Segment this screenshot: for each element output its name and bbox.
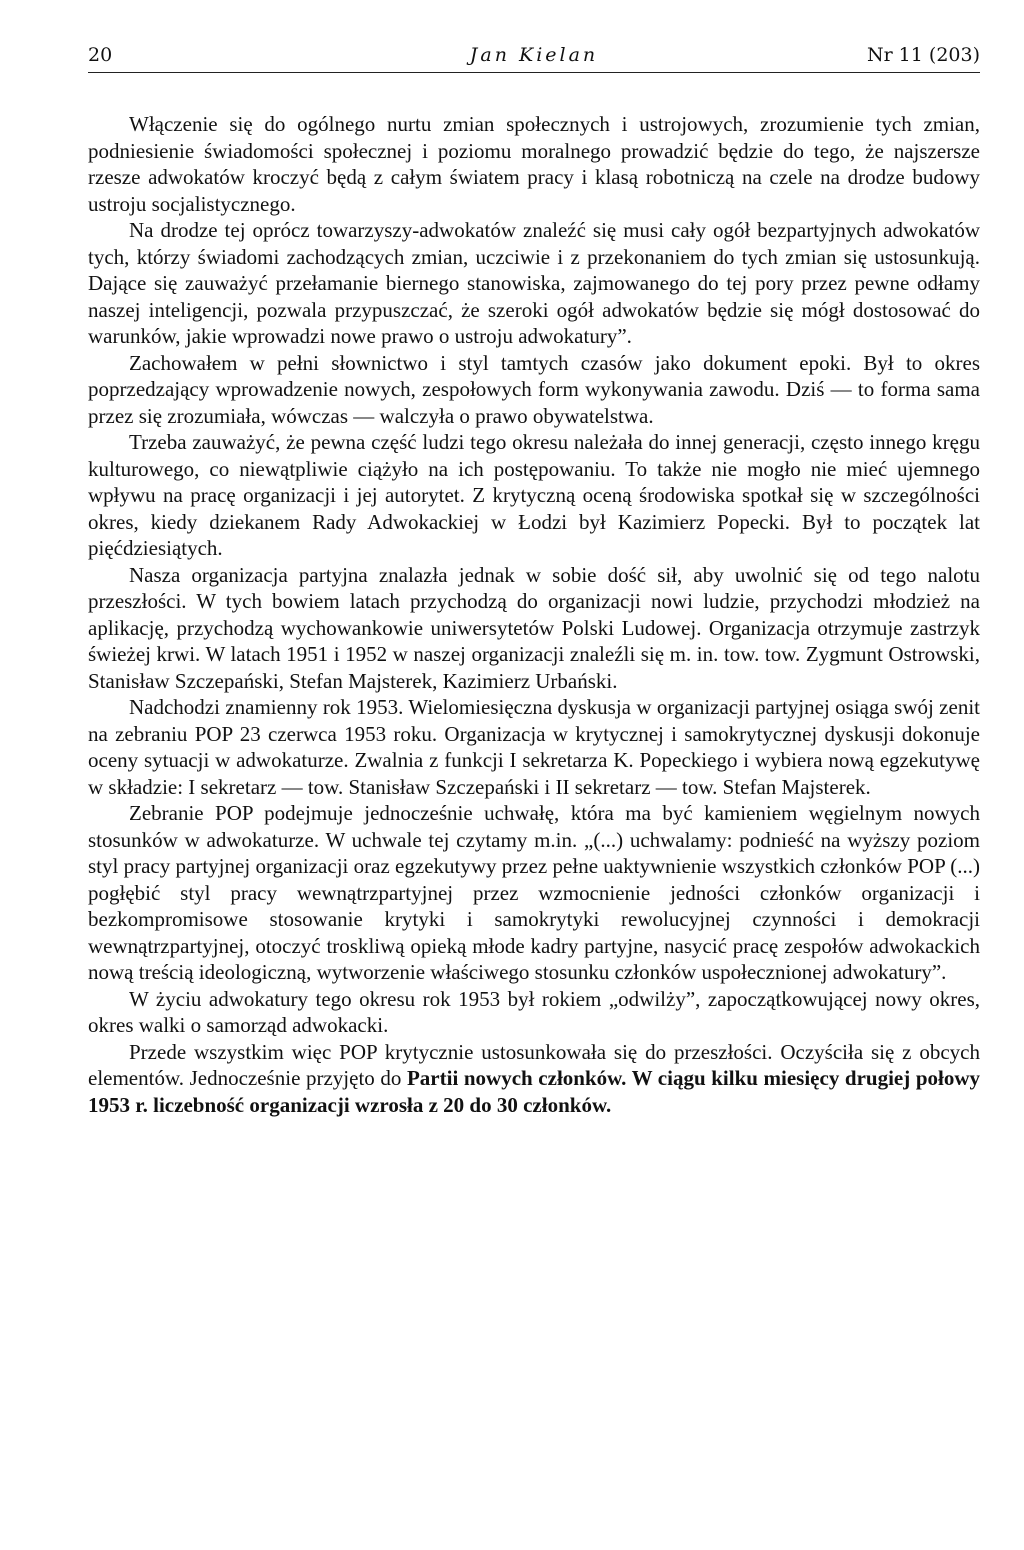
paragraph: W życiu adwokatury tego okresu rok 1953 był rokiem „odwilży”, zapoczątkowującej nowy okres, okres walki o samorząd adwokacki. <box>88 986 980 1037</box>
paragraph-final <box>88 1039 980 1119</box>
paragraph: Zachowałem w pełni słownictwo i styl tamtych czasów jako dokument epoki. Był to okres poprzedzający wprowadzenie nowych, zespołowych form wykonywania zawodu. Dziś — to forma sama przez się zrozumiała, wówczas — walczyła o prawo obywatelstwa. <box>88 350 980 428</box>
paragraph: Zebranie POP podejmuje jednocześnie uchwałę, która ma być kamieniem węgielnym nowych stosunków w adwokaturze. W uchwale tej czytamy m.in. „(...) uchwalamy: podnieść na wyższy poziom styl pracy partyjnej organizacji oraz egzekutywy przez pełne uaktywnienie wszystkich członków POP (...) pogłębić styl pracy wewnątrzpartyjnej przez wzmocnienie jedności członków organizacji i bezkompromisowe stosowanie krytyki i samokrytyki rewolucyjnej czynności i demokracji wewnątrzpartyjnej, otoczyć troskliwą opieką młode kadry partyjne, nasycić pracę zespołów adwokackich nową treścią ideologiczną, wytworzenie właściwego stosunku członków uspołecznionej adwokatury”. <box>88 801 980 984</box>
running-head-author: Jan Kielan <box>469 44 599 66</box>
issue-number: Nr 11 (203) <box>866 44 980 66</box>
page-number: 20 <box>88 44 113 66</box>
article-body <box>88 111 980 1118</box>
paragraph: Nadchodzi znamienny rok 1953. Wielomiesięczna dyskusja w organizacji partyjnej osiąga swój zenit na zebraniu POP 23 czerwca 1953 roku. Organizacja w krytycznej i samokrytycznej dyskusji dokonuje oceny sytuacji w adwokaturze. Zwalnia z funkcji I sekretarza K. Popeckiego i wybiera nową egzekutywę w składzie: I sekretarz — tow. Stanisław Szczepański i II sekretarz — tow. Stefan Majsterek. <box>88 695 980 799</box>
paragraph: Włączenie się do ogólnego nurtu zmian społecznych i ustrojowych, zrozumienie tych zmian, podniesienie świadomości społecznej i poziomu moralnego prowadzić będzie do tego, że najszersze rzesze adwokatów kroczyć będą z całym światem pracy i klasą robotniczą na czele na drodze budowy ustroju socjalistycznego. <box>88 112 980 216</box>
paragraph-final-bold: Partii nowych członków. W ciągu kilku miesięcy drugiej połowy 1953 r. liczebność organizacji wzrosła z 20 do 30 członków. <box>88 1066 980 1117</box>
paragraph-final-regular: Przede wszystkim więc POP krytycznie ustosunkowała się do przeszłości. Oczyściła się z obcych elementów. Jednocześnie przyjęto do <box>88 1039 980 1090</box>
running-header <box>88 40 980 70</box>
paragraph: Na drodze tej oprócz towarzyszy-adwokatów znaleźć się musi cały ogół bezpartyjnych adwokatów tych, którzy świadomi zachodzących zmian, uczciwie i z przekonaniem do tych zmian się ustosunkują. Dające się zauważyć przełamanie biernego stanowiska, zajmowanego do tej pory przez pewne odłamy naszej inteligencji, pozwala przypuszczać, że szeroki ogół adwokatów będzie się mógł dostosować do warunków, jakie wprowadzi nowe prawo o ustroju adwokatury”. <box>88 218 980 348</box>
paragraph: Trzeba zauważyć, że pewna część ludzi tego okresu należała do innej generacji, często innego kręgu kulturowego, co niewątpliwie ciążyło na ich postępowaniu. To także nie mogło nie mieć ujemnego wpływu na pracę organizacji i jej autorytet. Z krytyczną oceną środowiska spotkał się w szczególności okres, kiedy dziekanem Rady Adwokackiej w Łodzi był Kazimierz Popecki. Był to początek lat pięćdziesiątych. <box>88 430 980 560</box>
paragraph: Nasza organizacja partyjna znalazła jednak w sobie dość sił, aby uwolnić się od tego nalotu przeszłości. W tych bowiem latach przychodzą do organizacji nowi ludzie, przychodzi młodzież na aplikację, przychodzą wychowankowie uniwersytetów Polski Ludowej. Organizacja otrzymuje zastrzyk świeżej krwi. W latach 1951 i 1952 w naszej organizacji znaleźli się m. in. tow. tow. Zygmunt Ostrowski, Stanisław Szczepański, Stefan Majsterek, Kazimierz Urbański. <box>88 562 980 693</box>
document-page <box>88 40 980 1510</box>
header-rule <box>88 72 980 73</box>
